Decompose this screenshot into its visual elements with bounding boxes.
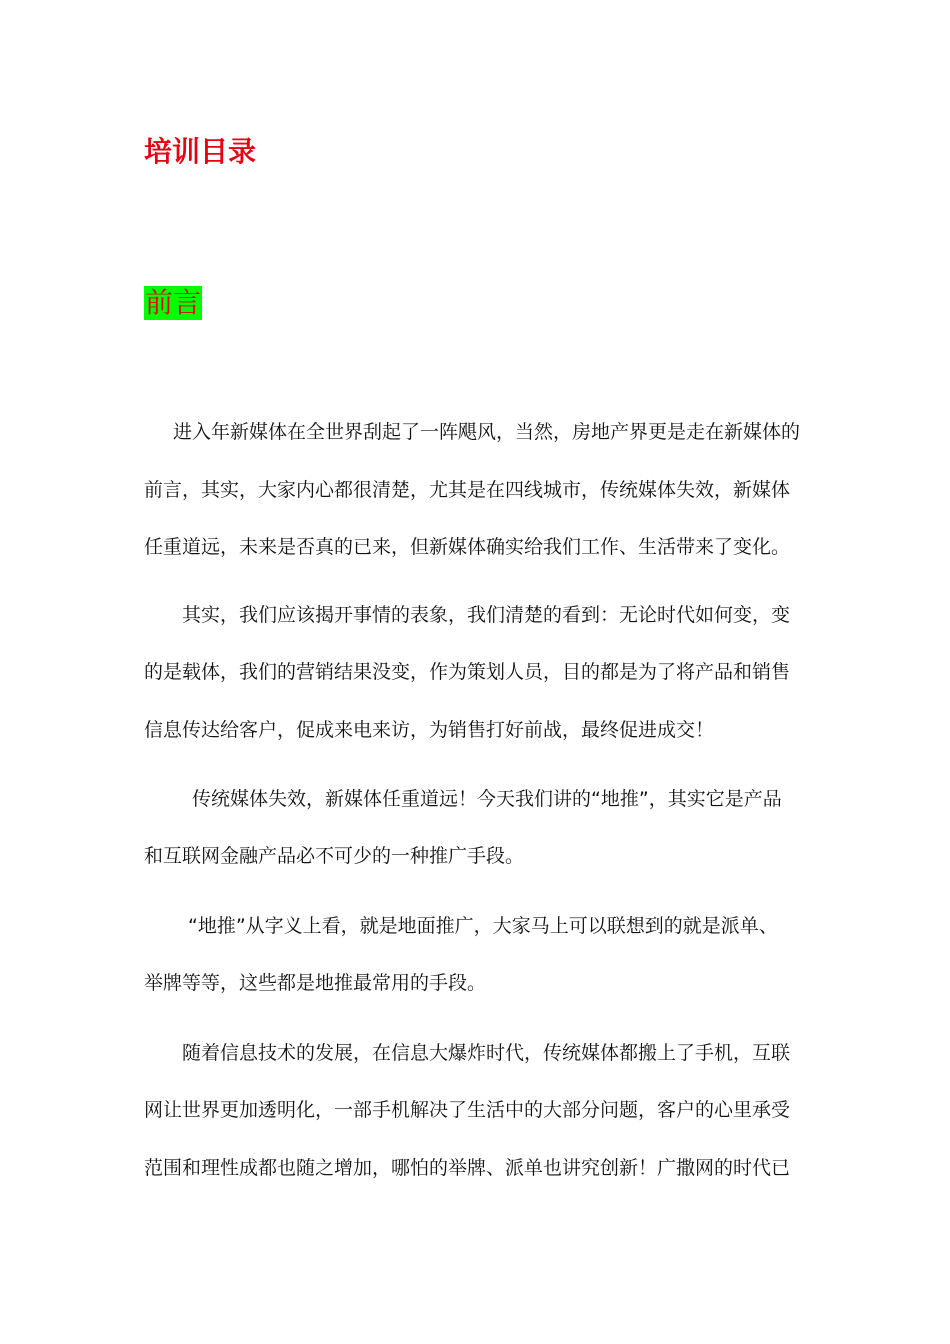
- body-line: 范围和理性成都也随之增加，哪怕的举牌、派单也讲究创新！广撒网的时代已: [144, 1157, 791, 1179]
- body-line: 的是载体，我们的营销结果没变，作为策划人员，目的都是为了将产品和销售: [144, 661, 791, 683]
- body-line: 任重道远，未来是否真的已来，但新媒体确实给我们工作、生活带来了变化。: [144, 536, 791, 558]
- body-line: 随着信息技术的发展，在信息大爆炸时代，传统媒体都搬上了手机，互联: [182, 1042, 791, 1064]
- body-line: 信息传达给客户，促成来电来访，为销售打好前战，最终促进成交！: [144, 719, 715, 741]
- body-line: 和互联网金融产品必不可少的一种推广手段。: [144, 845, 525, 867]
- body-line: 传统媒体失效，新媒体任重道远！今天我们讲的“地推”，其实它是产品: [192, 788, 782, 810]
- body-line: 其实，我们应该揭开事情的表象，我们清楚的看到：无论时代如何变，变: [182, 604, 791, 626]
- body-line: 举牌等等，这些都是地推最常用的手段。: [144, 972, 487, 994]
- body-line: 网让世界更加透明化，一部手机解决了生活中的大部分问题，客户的心里承受: [144, 1099, 791, 1121]
- section-heading-preface: 前言: [145, 286, 202, 319]
- body-line: “地推”从字义上看，就是地面推广，大家马上可以联想到的就是派单、: [188, 915, 778, 937]
- body-line: 前言，其实，大家内心都很清楚，尤其是在四线城市，传统媒体失效，新媒体: [144, 479, 791, 501]
- document-title: 培训目录: [144, 135, 257, 168]
- body-line: 进入年新媒体在全世界刮起了一阵飓风，当然，房地产界更是走在新媒体的: [173, 421, 801, 443]
